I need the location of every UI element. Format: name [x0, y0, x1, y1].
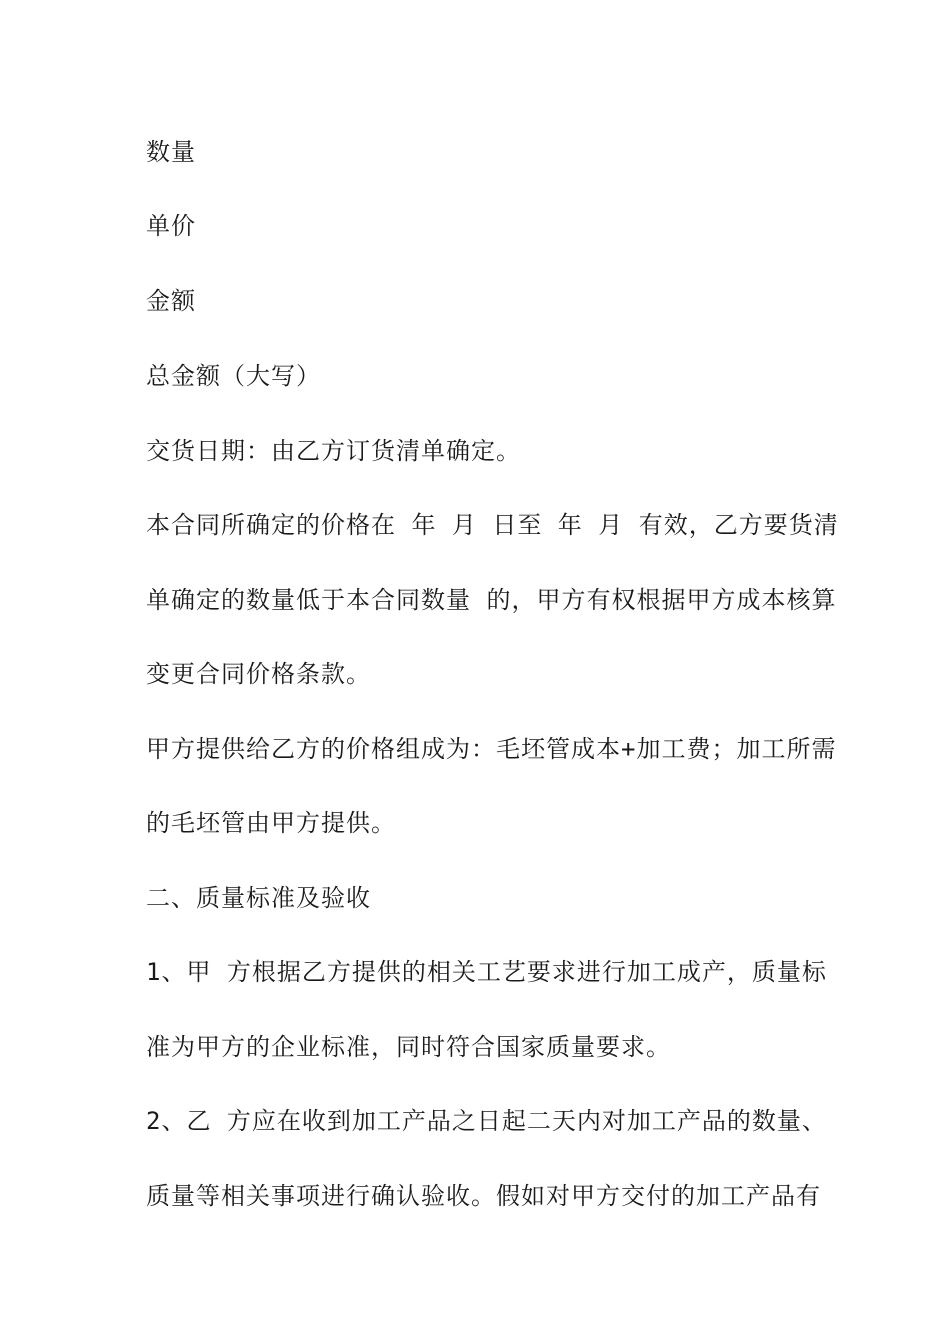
quality-clause-2-line-1: 2、乙 方应在收到加工产品之日起二天内对加工产品的数量、	[146, 1107, 827, 1135]
quality-clause-2-line-2: 质量等相关事项进行确认验收。假如对甲方交付的加工产品有	[146, 1182, 821, 1210]
price-validity-line-1: 本合同所确定的价格在 年 月 日至 年 月 有效，乙方要货清	[146, 511, 839, 539]
price-validity-line-3: 变更合同价格条款。	[146, 660, 371, 688]
field-total-amount: 总金额（大写）	[146, 362, 321, 390]
delivery-date-clause: 交货日期：由乙方订货清单确定。	[146, 437, 521, 465]
quality-clause-1-line-1: 1、甲 方根据乙方提供的相关工艺要求进行加工成产，质量标	[146, 958, 827, 986]
field-amount: 金额	[146, 287, 196, 315]
price-composition-line-2: 的毛坯管由甲方提供。	[146, 809, 396, 837]
price-composition-line-1: 甲方提供给乙方的价格组成为：毛坯管成本+加工费；加工所需	[146, 735, 837, 763]
price-validity-line-2: 单确定的数量低于本合同数量 的，甲方有权根据甲方成本核算	[146, 586, 837, 614]
quality-clause-1-line-2: 准为甲方的企业标准，同时符合国家质量要求。	[146, 1033, 671, 1061]
field-unit-price: 单价	[146, 212, 196, 240]
section-heading-quality: 二、质量标准及验收	[146, 884, 371, 912]
field-quantity: 数量	[146, 138, 196, 166]
